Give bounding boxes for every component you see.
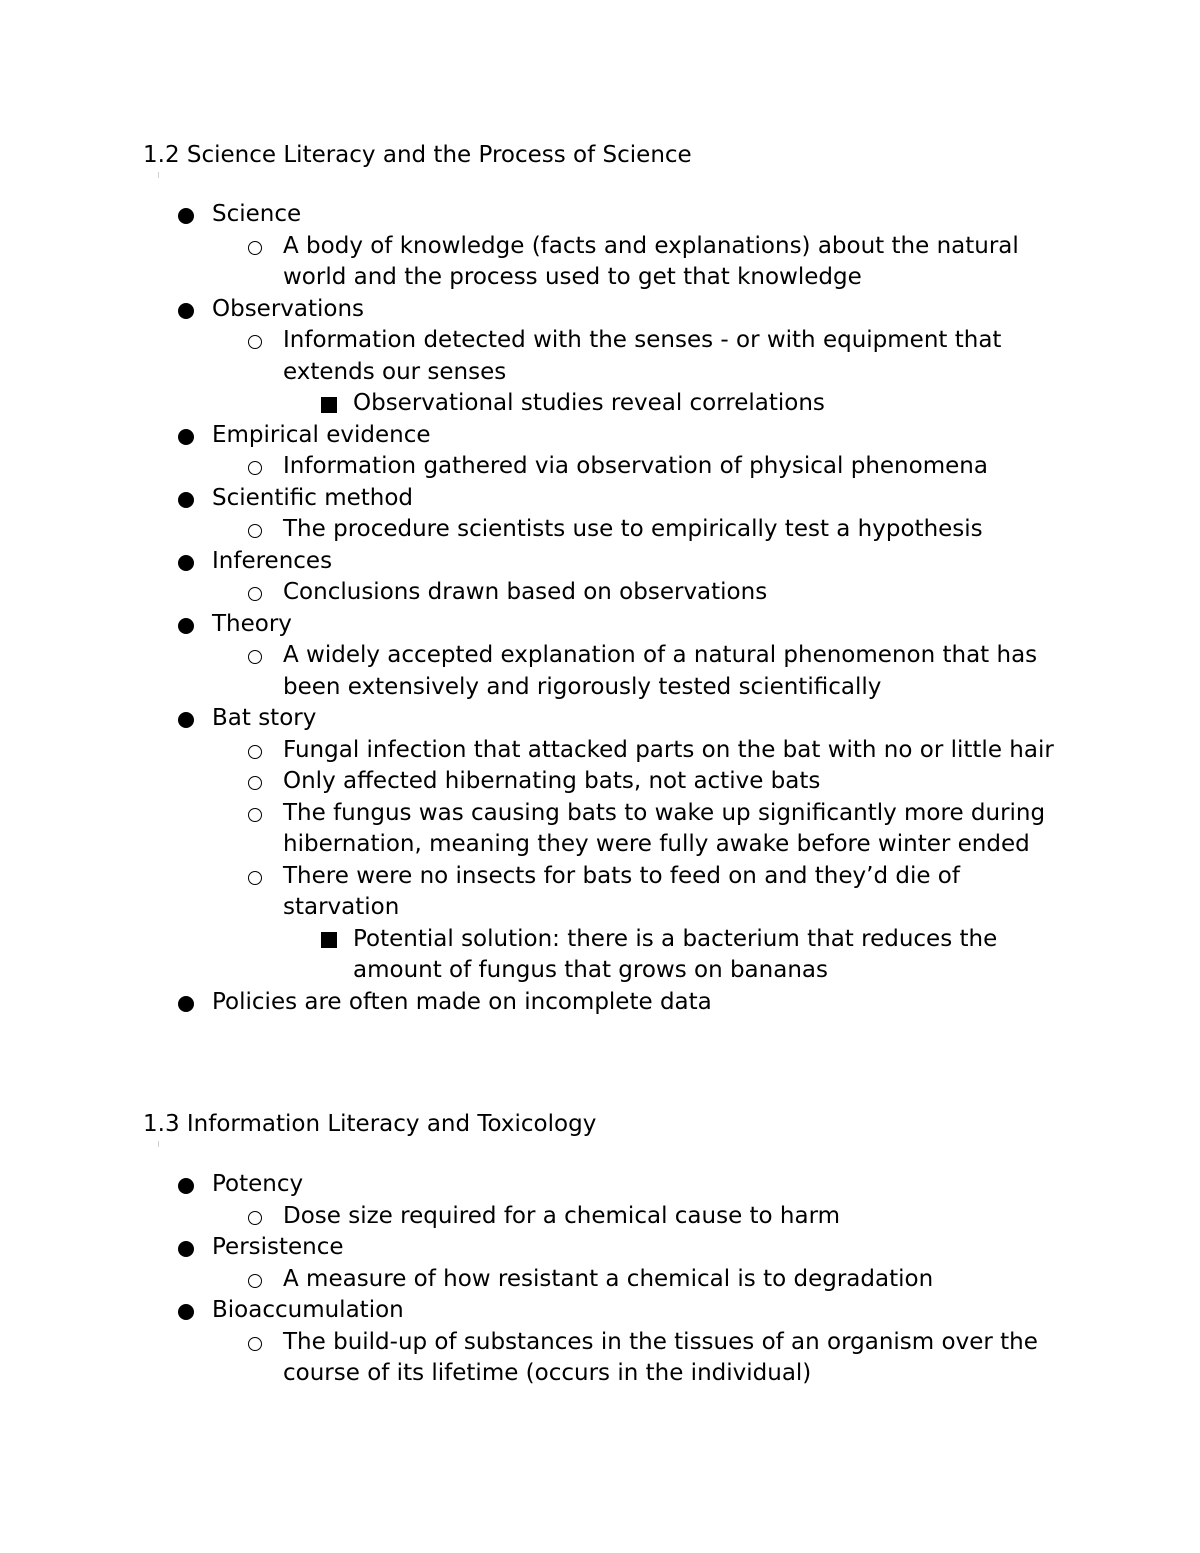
list-item <box>0 609 1062 641</box>
list-item <box>0 703 1062 735</box>
section-heading: 1.3 Information Literacy and Toxicology <box>143 1111 597 1137</box>
definition-text: Information gathered via observation of physical phenomena <box>283 453 988 479</box>
bullet-circle-icon <box>248 766 262 798</box>
list-item <box>0 798 1063 861</box>
list-item <box>0 231 1063 294</box>
bullet-disc-icon <box>178 294 194 326</box>
bullet-circle-icon <box>248 1327 262 1359</box>
term-label: Persistence <box>212 1234 344 1260</box>
bullet-disc-icon <box>178 483 194 515</box>
bullet-circle-icon <box>248 325 262 357</box>
list-item <box>0 199 1062 231</box>
bullet-disc-icon <box>178 1295 194 1327</box>
term-label: Observations <box>212 295 365 322</box>
list-item <box>0 640 1063 703</box>
list-item <box>0 420 1062 452</box>
bullet-disc-icon <box>178 420 194 452</box>
heading-marker <box>158 1141 159 1147</box>
term-label: Bioaccumulation <box>212 1297 404 1323</box>
list-item <box>0 1327 1063 1390</box>
list-item <box>0 861 1063 924</box>
term-label: Potency <box>212 1171 304 1197</box>
list-item <box>0 1201 1063 1233</box>
definition-text: Fungal infection that attacked parts on the bat with no or little hair <box>283 736 1054 763</box>
bullet-circle-icon <box>248 798 262 830</box>
list-item <box>0 546 1062 578</box>
bullet-circle-icon <box>248 861 262 893</box>
bullet-circle-icon <box>248 231 262 263</box>
section-heading: 1.2 Science Literacy and the Process of Science <box>143 142 692 168</box>
list-item <box>0 451 1063 483</box>
bullet-disc-icon <box>178 987 194 1019</box>
heading-marker <box>158 172 159 178</box>
list-item <box>0 388 1063 420</box>
term-label: Empirical evidence <box>212 421 431 448</box>
list-item <box>0 1169 1062 1201</box>
bullet-circle-icon <box>248 640 262 672</box>
list-item <box>0 483 1062 515</box>
definition-text: Dose size required for a chemical cause to harm <box>283 1202 841 1229</box>
list-item <box>0 325 1063 388</box>
definition-text: Information detected with the senses - or with equipment that extends our senses <box>283 327 1002 385</box>
list-item <box>0 987 1062 1019</box>
bullet-circle-icon <box>248 514 262 546</box>
list-item <box>0 924 1063 987</box>
section-list <box>0 1169 1063 1390</box>
term-label: Policies are often made on incomplete data <box>212 988 712 1015</box>
note-text: Observational studies reveal correlations <box>353 390 825 416</box>
term-label: Science <box>212 201 302 227</box>
definition-text: The fungus was causing bats to wake up significantly more during hibernation, meaning they were fully awake before winter ended <box>283 799 1046 857</box>
list-item <box>0 1295 1062 1327</box>
list-item <box>0 294 1062 326</box>
bullet-disc-icon <box>178 546 194 578</box>
definition-text: A widely accepted explanation of a natural phenomenon that has been extensively and rigorously tested scientifically <box>283 642 1038 700</box>
bullet-square-icon <box>321 388 337 420</box>
list-item <box>0 735 1063 767</box>
note-text: Potential solution: there is a bacterium that reduces the amount of fungus that grows on bananas <box>353 925 998 983</box>
list-item <box>0 1232 1062 1264</box>
list-item <box>0 577 1063 609</box>
term-label: Inferences <box>212 547 333 574</box>
bullet-disc-icon <box>178 609 194 641</box>
term-label: Bat story <box>212 705 317 731</box>
term-label: Theory <box>212 610 292 637</box>
bullet-circle-icon <box>248 735 262 767</box>
section-list <box>0 199 1063 1018</box>
bullet-disc-icon <box>178 703 194 735</box>
definition-text: There were no insects for bats to feed on and they’d die of starvation <box>283 862 960 920</box>
bullet-square-icon <box>321 924 337 956</box>
definition-text: A body of knowledge (facts and explanations) about the natural world and the process used to get that knowledge <box>283 232 1019 290</box>
bullet-circle-icon <box>248 1201 262 1233</box>
bullet-circle-icon <box>248 451 262 483</box>
list-item <box>0 514 1063 546</box>
definition-text: Conclusions drawn based on observations <box>283 579 768 605</box>
list-item <box>0 1264 1063 1296</box>
bullet-circle-icon <box>248 1264 262 1296</box>
definition-text: The build-up of substances in the tissues of an organism over the course of its lifetime (occurs in the individual) <box>283 1328 1038 1386</box>
bullet-circle-icon <box>248 577 262 609</box>
definition-text: Only affected hibernating bats, not active bats <box>283 768 821 794</box>
term-label: Scientific method <box>212 484 414 511</box>
bullet-disc-icon <box>178 1169 194 1201</box>
bullet-disc-icon <box>178 199 194 231</box>
list-item <box>0 766 1063 798</box>
definition-text: A measure of how resistant a chemical is to degradation <box>283 1265 934 1292</box>
bullet-disc-icon <box>178 1232 194 1264</box>
definition-text: The procedure scientists use to empirically test a hypothesis <box>283 516 983 542</box>
